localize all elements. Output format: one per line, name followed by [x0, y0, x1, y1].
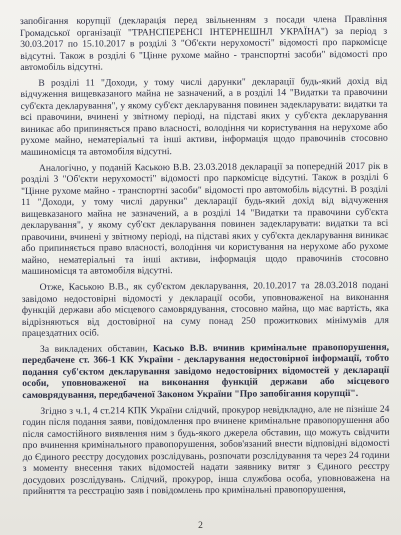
paragraph-6: Згідно з ч.1, 4 ст.214 КПК України слідчий, прокурор невідкладно, але не пізніше 24 годин після подання заяви, повідомлення про вчинене кримінальне правопорушення або після самостійного виявлення ним з будь-якого джерела обставин, що можуть свідчити про вчинення кримінального правопорушення, зобов'язаний внести відповідні відомості до Єдиного реєстру досудових розслідувань, розпочати розслідування та через 24 години з моменту внесення таких відомостей надати заявнику витяг з Єдиного реєстру досудових розслідувань. Слідчий, прокурор, інша службова особа, уповноважена на прийняття та реєстрацію заяв і повідомлень про кримінальні правопорушення, [22, 403, 390, 498]
paragraph-4: Отже, Каською В.В., як суб'єктом декларування, 20.10.2017 та 28.03.2018 подані завідомо недостовірні відомості у декларації особи, уповноваженої на виконання функцій держави або місцевого самоврядування, стосовно майна, що має вартість, яка відрізняються від достовірної на суму понад 250 прожиткових мінімумів для працездатних осіб. [21, 279, 389, 340]
paragraph-1: запобігання корупції (декларація перед звільненням з посади члена Правління Громадської організації "ТРАНСПЕРЕНСІ ІНТЕРНЕШНЛ УКРАЇНА") за період з 30.03.2017 по 15.10.2017 в розділі 3 "Об'єкти нерухомості" відомості про паркомісце відсутні. Також в розділі 6 "Цінне рухоме майно - транспортні засоби" відомості про автомобіль відсутні. [20, 13, 388, 74]
paragraph-5-bold: Касько В.В. вчинив кримінальне правопорушення, передбачене ст. 366-1 КК України - декларування недостовірної інформації, тобто подання суб'єктом декларування завідомо недостовірних відомостей у декларації особи, уповноваженої на виконання функцій держави або місцевого самоврядування, передбаченої Законом України "Про запобігання корупції". [22, 341, 390, 401]
paragraph-2: В розділі 11 "Доходи, у тому числі дарунки" декларації будь-який дохід від відчуження вищевказаного майна не зазначений, а в розділі 14 "Видатки та правочини суб'єкта декларування", у якому суб'єкт декларування повинен задекларувати: видатки та всі правочини, вчинені у звітному періоді, на підставі яких у суб'єкта декларування виникає або припиняється право власності, володіння чи користування на нерухоме або рухоме майно, нематеріальні та інші активи, інформація щодо правочинів стосовно машиномісця та автомобіля відсутні. [20, 75, 388, 159]
paragraph-3: Аналогічно, у поданій Каською В.В. 23.03.2018 декларації за попередній 2017 рік в розділі 3 "Об'єкти нерухомості" відомості про паркомісце відсутні. Також в розділі 6 "Цінне рухоме майно - транспортні засоби" відомості про автомобіль відсутні. В розділі 11 "Доходи, у тому числі дарунки" декларації будь-який дохід від відчуження вищевказаного майна не зазначений, а в розділі 14 "Видатки та правочини суб'єкта декларування", у якому суб'єкт декларування повинен задекларувати: видатки та всі правочини, вчинені у звітному періоді, на підставі яких у суб'єкта декларування виникає або припиняється право власності, володіння чи користування на нерухоме або рухоме майно, нематеріальні та інші активи, інформація щодо правочинів стосовно машиномісця та автомобіля відсутні. [20, 160, 389, 278]
paragraph-5 [22, 342, 389, 402]
document-body [20, 14, 390, 502]
paragraph-5-intro: За викладених обставин, [40, 342, 154, 355]
page-number: 2 [198, 521, 203, 531]
